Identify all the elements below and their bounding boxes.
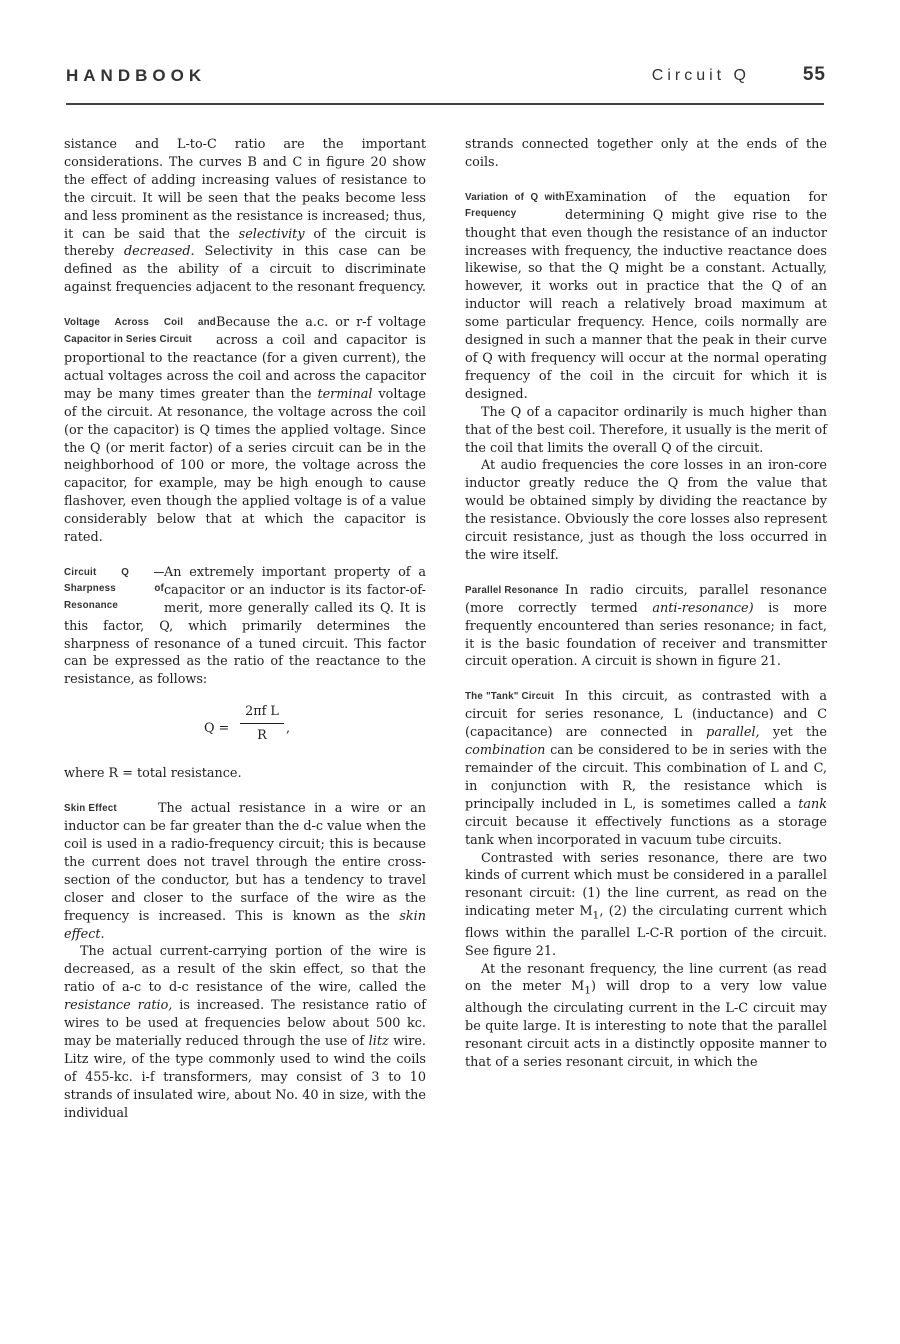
sidehead-skin-effect: Skin Effect xyxy=(64,803,117,815)
paragraph-variation-of-q: Variation of Q with Frequency Examination of the equation for determining Q might give rise to the thought that even though the resistance of an inductor increases with frequency, the inductive reactance does likewise, so that the Q might be a constant. Actually, however, it works out in practice that the Q of an inductor will reach a relatively broad maximum at some particular frequency. Hence, coils normally are designed in such a manner that the peak in their curve of Q with frequency will occur at the normal operating frequency of the coil in the circuit for which it is designed. xyxy=(465,189,827,402)
page-number: 55 xyxy=(802,64,826,85)
paragraph-resonant-frequency: At the resonant frequency, the line current (as read on the meter $M_1$) will drop to a very low value although the circulating current in the L-C circuit may be quite large. It is interesting to note that the parallel resonant circuit acts in a distinctly opposite manner to that of a series resonant circuit, in which the xyxy=(465,961,827,1070)
equation-comma: , xyxy=(286,721,291,737)
equation-numerator: 2πf L xyxy=(245,704,279,720)
paragraph-capacitor-q: The Q of a capacitor ordinarily is much higher than that of the best coil. Therefore, it usually is the merit of the coil that limits the overall Q of the circuit. xyxy=(465,404,827,456)
header-rule xyxy=(66,103,824,105)
sidehead-parallel-resonance: Parallel Resonance xyxy=(465,584,559,596)
equation-denominator: R xyxy=(257,728,267,744)
paragraph-where: where R = total resistance. xyxy=(64,766,242,782)
page-header xyxy=(66,62,830,98)
paragraph-resistance-ratio: The actual current-carrying portion of the wire is decreased, as a result of the skin effect, so that the ratio of a-c to d-c resistance of the wire, called the resistance ratio, is increased. The resistance ratio of wires to be used at frequencies below about 500 kc. may be materially reduced through the use of litz wire. Litz wire, of the type commonly used to wind the coils of 455-kc. i-f transformers, may consist of 3 to 10 strands of insulated wire, about No. 40 in size, with the individual xyxy=(64,944,426,1121)
fraction-bar xyxy=(240,723,284,724)
paragraph-selectivity: sistance and L-to-C ratio are the important considerations. The curves B and C in figure 20 show the effect of adding increasing values of resistance to the circuit. It will be seen that the peaks become less and less prominent as the resistance is increased; thus, it can be said that the selectivity of the circuit is thereby decreased. Selectivity in this case can be defined as the ability of a circuit to discriminate against frequencies adjacent to the resonant frequency. xyxy=(64,137,427,296)
q-equation xyxy=(64,701,426,759)
paragraph-voltage: Voltage Across Coil and Capacitor in Series Circuit Because the a.c. or r-f voltage across a coil and capacitor is proportional to the reactance (for a given current), the actual voltages across the coil and across the capacitor may be many times greater than the terminal voltage of the circuit. At resonance, the voltage across the coil (or the capacitor) is Q times the applied voltage. Since the Q (or merit factor) of a series circuit can be in the neighborhood of 100 or more, the voltage across the capacitor, for example, may be high enough to cause flashover, even though the applied voltage is of a value considerably below that at which the capacitor is rated. xyxy=(64,315,426,546)
right-column xyxy=(465,136,827,1072)
paragraph-two-currents: Contrasted with series resonance, there are two kinds of current which must be considered in a parallel resonant circuit: (1) the line current, as read on the indicating meter $M_1$, (2) the circulating current which flows within the parallel L-C-R portion of the circuit. See figure 21. xyxy=(465,850,827,959)
paragraph-strands: strands connected together only at the ends of the coils. xyxy=(465,137,827,170)
sidehead-circuit-q: Circuit Q — Sharpness of Resonance xyxy=(64,566,164,611)
paragraph-parallel-resonance: Parallel Resonance In radio circuits, parallel resonance (more correctly termed anti-resonance) is more frequently encountered than series resonance; in fact, it is the basic foundation of receiver and transmitter circuit operation. A circuit is shown in figure 21. xyxy=(465,582,827,670)
paragraph-tank-circuit: The "Tank" Circuit In this circuit, as contrasted with a circuit for series resonance, L (inductance) and C (capacitance) are connected in parallel, yet the combination can be considered to be in series with the remainder of the circuit. This combination of L and C, in conjunction with R, the resistance which is principally included in L, is sometimes called a tank circuit because it effectively functions as a storage tank when incorporated in vacuum tube circuits. xyxy=(465,689,827,848)
sidehead-tank-circuit: The "Tank" Circuit xyxy=(465,691,554,703)
running-head-section: Circuit Q xyxy=(651,67,750,84)
left-column xyxy=(64,136,426,1123)
sidehead-voltage-across-coil: Voltage Across Coil and Capacitor in Series Circuit xyxy=(64,317,216,345)
running-head-book: HANDBOOK xyxy=(66,66,207,85)
paragraph-circuit-q: Circuit Q — Sharpness of Resonance An extremely important property of a capacitor or an inductor is its factor-of-merit, more generally called its Q. It is this factor, Q, which primarily determines the sharpness of resonance of a tuned circuit. This factor can be expressed as the ratio of the reactance to the resistance, as follows: xyxy=(64,564,426,688)
paragraph-skin-effect: Skin Effect The actual resistance in a wire or an inductor can be far greater than the d-c value when the coil is used in a radio-frequency circuit; this is because the current does not travel through the entire cross-section of the conductor, but has a tendency to travel closer and closer to the surface of the wire as the frequency is increased. This is known as the skin effect. xyxy=(64,801,426,942)
sidehead-variation-of-q: Variation of Q with Frequency xyxy=(465,191,565,220)
paragraph-audio-frequencies: At audio frequencies the core losses in an iron-core inductor greatly reduce the Q from the value that would be obtained simply by dividing the reactance by the resistance. Obviously the core losses also represent circuit resistance, just as though the loss occurred in the wire itself. xyxy=(465,458,827,563)
equation-lhs: Q = xyxy=(204,721,230,737)
